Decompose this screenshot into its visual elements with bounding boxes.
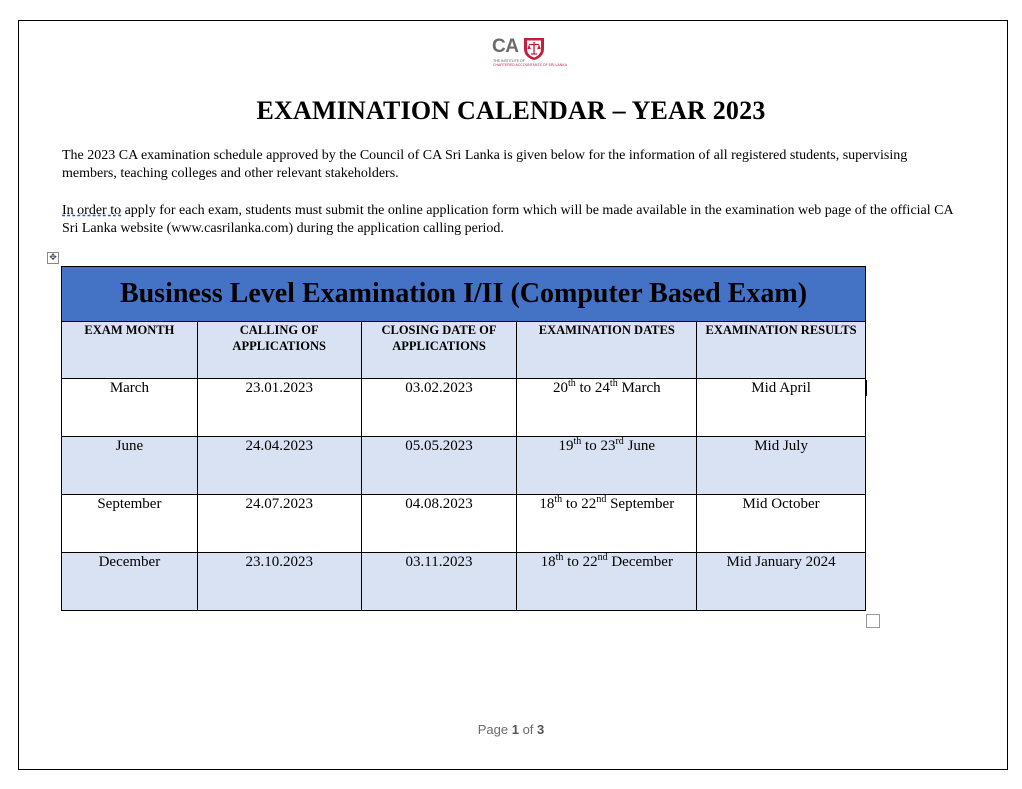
cell-calling: 24.07.2023 <box>197 495 361 553</box>
column-header-closing: CLOSING DATE OF APPLICATIONS <box>361 322 517 379</box>
table-resize-handle[interactable] <box>866 614 880 628</box>
table-row <box>62 437 866 495</box>
column-header-results: EXAMINATION RESULTS <box>697 322 866 379</box>
cell-results: Mid January 2024 <box>697 553 866 611</box>
table-row <box>62 495 866 553</box>
table-row <box>62 379 866 437</box>
cell-calling: 23.01.2023 <box>197 379 361 437</box>
exam-calendar-table <box>61 266 866 611</box>
cell-calling: 23.10.2023 <box>197 553 361 611</box>
column-header-calling: CALLING OF APPLICATIONS <box>197 322 361 379</box>
grammar-flag-text[interactable]: In order to <box>62 203 122 218</box>
logo-subtitle-2: CHARTERED ACCOUNTANTS OF SRI LANKA <box>493 63 567 67</box>
text-cursor <box>866 380 867 396</box>
cell-calling: 24.04.2023 <box>197 437 361 495</box>
application-paragraph-text: apply for each exam, students must submit the online application form which will be made available in the examination web page of the official CA Sri Lanka website (www.casrilanka.com) during the application calling period. <box>62 203 953 236</box>
column-header-exam-month: EXAM MONTH <box>62 322 198 379</box>
cell-month: December <box>62 553 198 611</box>
document-title: EXAMINATION CALENDAR – YEAR 2023 <box>256 96 766 125</box>
ca-sri-lanka-logo <box>492 36 567 70</box>
page-number-footer: Page 1 of 3 <box>477 722 545 737</box>
logo-subtitle-1: THE INSTITUTE OF <box>493 59 525 63</box>
current-page: 1 <box>511 722 519 737</box>
scales-of-justice-icon <box>521 37 547 61</box>
table-row <box>62 553 866 611</box>
cell-month: June <box>62 437 198 495</box>
table-move-handle-icon[interactable]: ✥ <box>47 252 59 264</box>
total-pages: 3 <box>537 722 545 737</box>
cell-exam-dates: 20th to 24th March <box>517 379 697 437</box>
cell-closing: 03.02.2023 <box>361 379 517 437</box>
cell-results: Mid October <box>697 495 866 553</box>
application-paragraph <box>62 202 962 238</box>
logo-text: CA <box>492 36 519 57</box>
cell-exam-dates: 18th to 22nd December <box>517 553 697 611</box>
cell-exam-dates: 18th to 22nd September <box>517 495 697 553</box>
cell-results: Mid July <box>697 437 866 495</box>
cell-closing: 04.08.2023 <box>361 495 517 553</box>
column-header-exam-dates: EXAMINATION DATES <box>517 322 697 379</box>
table-banner: Business Level Examination I/II (Computer Based Exam) <box>62 267 866 322</box>
cell-exam-dates: 19th to 23rd June <box>517 437 697 495</box>
cell-month: March <box>62 379 198 437</box>
intro-paragraph: The 2023 CA examination schedule approved by the Council of CA Sri Lanka is given below for the information of all registered students, supervising members, teaching colleges and other relevant stakeholders. <box>62 148 908 181</box>
cell-month: September <box>62 495 198 553</box>
cell-results: Mid April <box>697 379 866 437</box>
cell-closing: 05.05.2023 <box>361 437 517 495</box>
cell-closing: 03.11.2023 <box>361 553 517 611</box>
table-header-row <box>62 322 866 379</box>
